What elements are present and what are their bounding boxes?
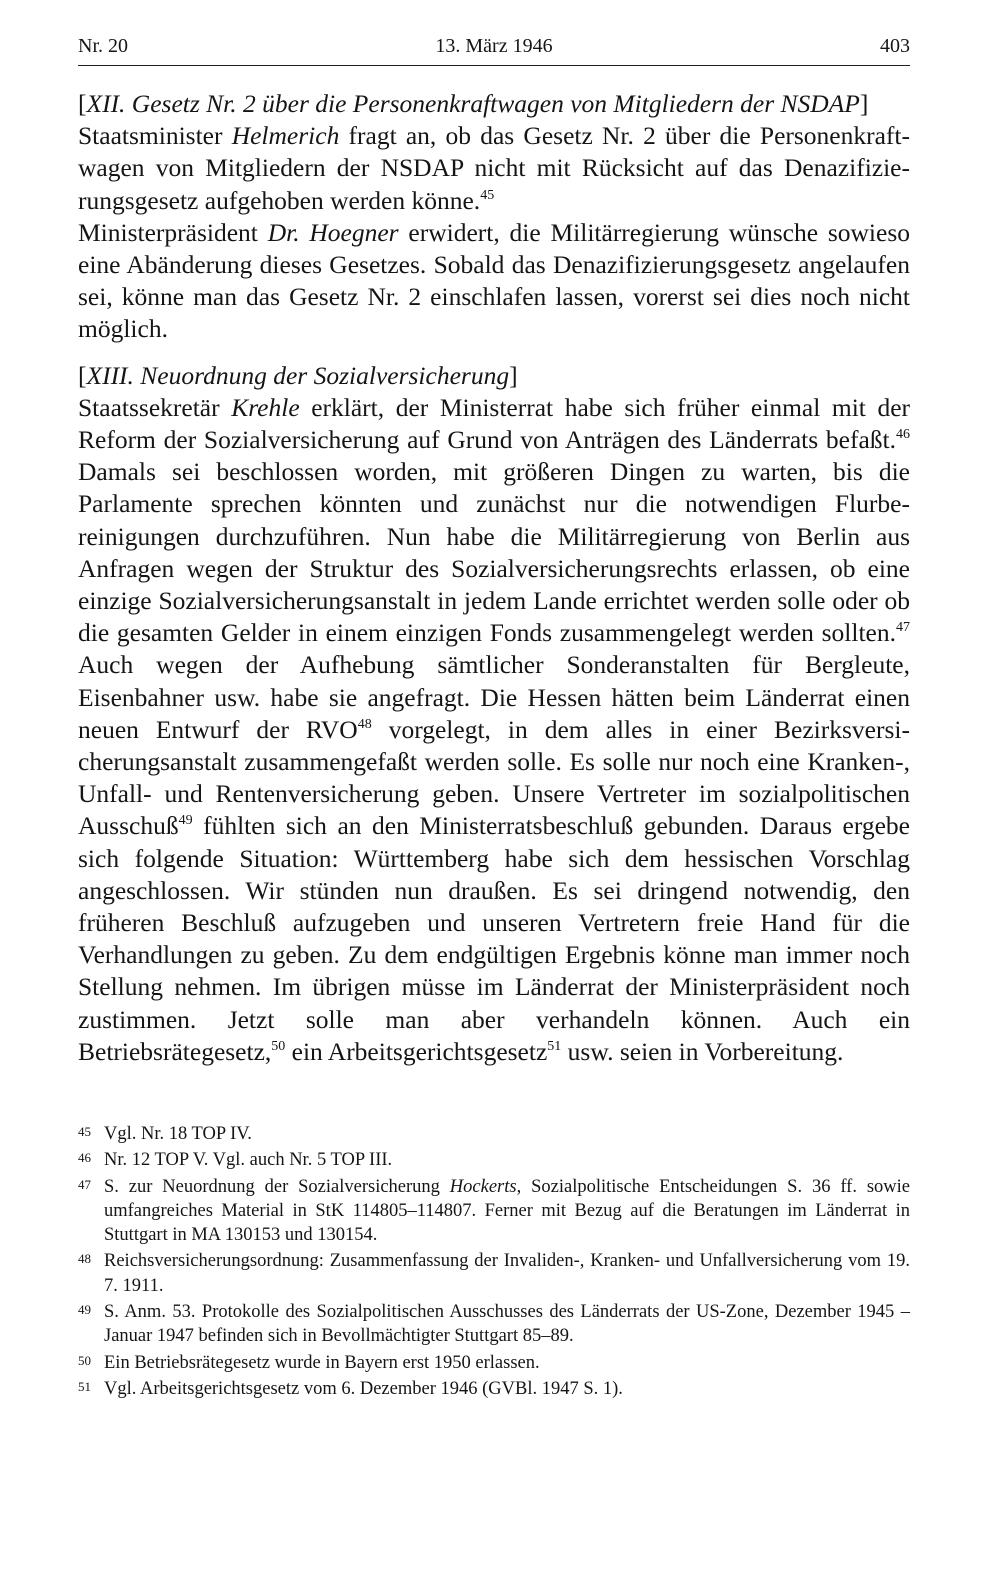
text: Ministerpräsident <box>78 217 268 247</box>
text: erwidert, die Militärregierung wünsche sowieso eine Abänderung dieses Gesetzes. Sobald das Denazifizierungsgesetz angelaufen sei, könne man das Gesetz Nr. 2 einschlafen lassen, vorerst sei dies noch nicht möglich. <box>78 217 910 344</box>
issue-number: Nr. 20 <box>78 35 128 57</box>
footnote-text: Vgl. Arbeitsgerichtsgesetz vom 6. Dezember 1946 (GVBl. 1947 S. 1). <box>104 1378 623 1399</box>
footnote-text: Nr. 12 TOP V. Vgl. auch Nr. 5 TOP III. <box>104 1150 393 1171</box>
footnote-number: 46 <box>78 1150 91 1166</box>
footnote-ref: 47 <box>896 620 910 636</box>
footnote-number: 49 <box>78 1302 91 1318</box>
paragraph-hoegner <box>78 217 910 346</box>
paragraph-krehle <box>78 392 910 1068</box>
bracket-close: ] <box>509 360 518 390</box>
footnote-ref: 51 <box>547 1038 562 1054</box>
text: Damals sei beschlossen worden, mit größeren Dingen zu warten, bis die Parlamente sprechen könnten und zunächst nur die notwendigen Flurbereinigungen durchzuführen. Nun habe die Militärregierung von Berlin aus Anfragen wegen der Struktur des Sozialversicherungsrechts erlassen, ob eine einzige Sozialversicherungsanstalt in jedem Lande errichtet werden solle oder ob die gesamten Gelder in einem einzigen Fonds zusammengelegt werden sollten. <box>78 457 910 648</box>
footnote-ref: 50 <box>271 1038 286 1054</box>
footnote-text: S. zur Neuordnung der Sozialversicherung <box>104 1176 450 1197</box>
section-heading-xii <box>78 88 910 120</box>
text: Auch wegen der Aufhebung sämtlicher Sonderanstalten für Bergleute, Eisenbahner usw. habe sie angefragt. Die Hessen hätten beim Länderrat einen neuen Entwurf der RVO <box>78 650 910 744</box>
footnote-text: , Sozialpolitische Entscheidungen S. 36 ff. sowie umfangreiches Material in StK 114805–114807. Ferner mit Bezug auf die Beratungen im Länderrat in Stuttgart in MA 130153 und 130154. <box>104 1176 910 1246</box>
bracket-open: [ <box>78 360 87 390</box>
section-gap <box>78 346 910 360</box>
footnote-45 <box>78 1122 910 1146</box>
footnote-number: 50 <box>78 1352 91 1368</box>
footnote-47 <box>78 1175 910 1248</box>
footnote-ref: 48 <box>357 716 372 732</box>
text: fühlten sich an den Ministerratsbeschluß gebunden. Daraus ergebe sich folgende Situation: Württemberg habe sich dem hessischen Vorschlag angeschlossen. Wir stünden nun draußen. Es sei dringend notwendig, den früheren Beschluß aufzugeben und unseren Vertretern freie Hand für die Verhandlungen zu geben. Zu dem endgültigen Ergebnis könne man immer noch Stellung nehmen. Im übrigen müsse im Länderrat der Ministerpräsident noch zustimmen. Jetzt solle man aber verhandeln können. Auch ein Betriebsrätegesetz, <box>78 811 910 1066</box>
footnote-text: S. Anm. 53. Protokolle des Sozialpolitischen Ausschusses des Länderrats der US-Zone, Dezember 1945 – Januar 1947 befinden sich in Bevollmächtigter Stuttgart 85–89. <box>104 1302 910 1347</box>
footnote-text: Ein Betriebsrätegesetz wurde in Bayern erst 1950 erlassen. <box>104 1352 540 1373</box>
footnote-number: 48 <box>78 1251 91 1267</box>
text: erklärt, der Ministerrat habe sich früher einmal mit der Reform der Sozialversicherung auf Grund von Anträgen des Länderrats befaßt. <box>78 392 911 455</box>
text: vorgelegt, in dem alles in einer Bezirksversicherungsanstalt zusammengefaßt werden solle. Es solle nur noch eine Kranken-, Unfall- und Rentenversicherung geben. Unsere Vertreter im sozialpolitischen Ausschuß <box>78 714 910 841</box>
text: Staatssekretär <box>78 392 232 422</box>
text: ein Arbeitsgerichtsgesetz <box>285 1036 548 1066</box>
text: Staatsminister <box>78 121 232 151</box>
text: fragt an, ob das Gesetz Nr. 2 über die Personenkraftwagen von Mitgliedern der NSDAP nicht mit Rücksicht auf das Denazifizierungsgesetz aufgehoben werden könne. <box>78 121 911 215</box>
page-number: 403 <box>880 35 910 57</box>
author-name: Hockerts <box>449 1176 517 1197</box>
bracket-open: [ <box>78 89 87 118</box>
footnote-48 <box>78 1249 910 1298</box>
footnote-50 <box>78 1351 910 1375</box>
footnote-46 <box>78 1148 910 1172</box>
footnote-ref: 46 <box>896 427 910 443</box>
footnote-text: Reichsversicherungsordnung: Zusammenfassung der Invaliden-, Kranken- und Unfallversicherung vom 19. 7. 1911. <box>104 1251 910 1296</box>
bracket-close: ] <box>859 89 869 118</box>
person-name: Krehle <box>231 392 300 422</box>
footnote-number: 47 <box>78 1176 91 1192</box>
text: usw. seien in Vorbereitung. <box>561 1036 844 1066</box>
footnote-number: 51 <box>78 1378 91 1394</box>
person-name: Dr. Hoegner <box>267 217 399 247</box>
footnote-ref: 49 <box>178 813 193 829</box>
running-header <box>78 30 910 62</box>
header-date: 13. März 1946 <box>435 35 553 57</box>
section-title-xii: XII. Gesetz Nr. 2 über die Personenkraftwagen von Mitgliedern der NSDAP <box>86 89 860 118</box>
footnote-number: 45 <box>78 1124 91 1139</box>
header-rule <box>78 65 910 66</box>
person-name: Helmerich <box>231 121 340 151</box>
main-text <box>78 88 910 1068</box>
section-heading-xiii <box>78 360 910 392</box>
footnote-51 <box>78 1377 910 1401</box>
section-title-xiii: XIII. Neuordnung der Sozialversicherung <box>86 360 510 390</box>
footnote-49 <box>78 1300 910 1349</box>
footnote-text: Vgl. Nr. 18 TOP IV. <box>104 1124 252 1144</box>
paragraph-helmerich <box>78 120 910 217</box>
footnote-ref: 45 <box>480 187 495 203</box>
footnotes <box>78 1122 910 1403</box>
